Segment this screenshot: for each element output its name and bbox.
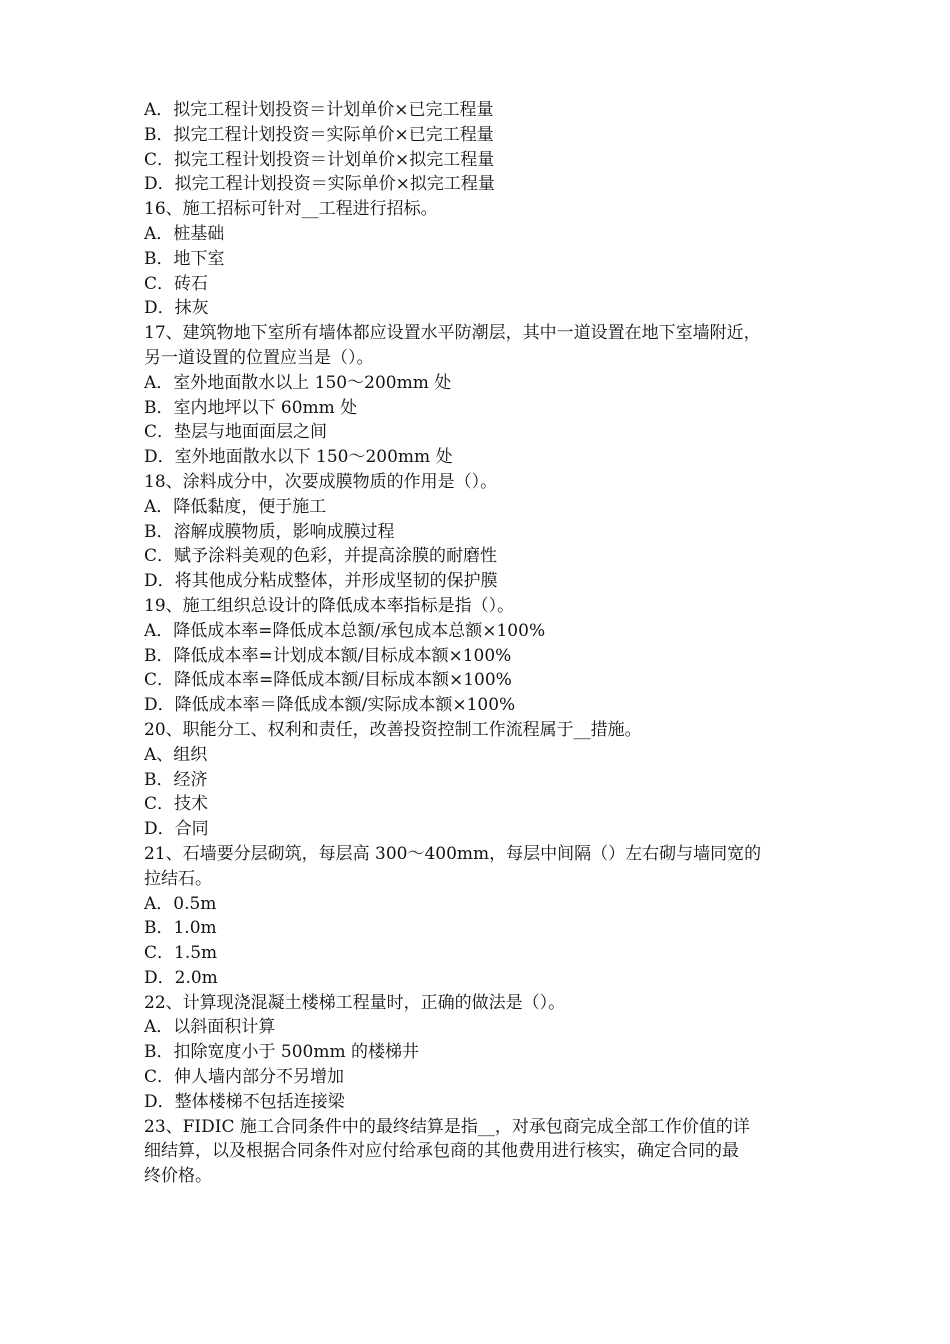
option-text: B．拟完工程计划投资＝实际单价×已完工程量 [144,124,494,145]
answer-option [144,222,812,247]
answer-option [144,396,812,421]
answer-option [144,892,812,917]
option-text: D．抹灰 [144,298,209,319]
question-stem [144,321,812,371]
option-text: C．技术 [144,794,209,815]
answer-option [144,644,812,669]
answer-option [144,817,812,842]
option-text: C．垫层与地面面层之间 [144,422,328,443]
answer-option [144,371,812,396]
answer-option [144,520,812,545]
answer-option [144,247,812,272]
question-line: 22、计算现浇混凝土楼梯工程量时，正确的做法是（）。 [144,992,566,1013]
answer-option [144,966,812,991]
answer-option [144,495,812,520]
option-text: C．1.5m [144,943,218,964]
answer-option [144,941,812,966]
option-text: B．降低成本率=计划成本额/目标成本额×100% [144,645,512,666]
question-line: 23、FIDIC 施工合同条件中的最终结算是指__，对承包商完成全部工作价值的详 [144,1116,750,1137]
answer-option [144,768,812,793]
answer-option [144,1065,812,1090]
option-text: D．整体楼梯不包括连接梁 [144,1091,345,1112]
answer-option [144,148,812,173]
option-text: A、组织 [144,744,208,765]
option-text: D．将其他成分粘成整体，并形成坚韧的保护膜 [144,571,498,592]
answer-option [144,569,812,594]
answer-option [144,693,812,718]
question-stem [144,1115,812,1189]
option-text: A．拟完工程计划投资＝计划单价×已完工程量 [144,100,494,120]
question-line: 21、石墙要分层砌筑，每层高 300～400mm，每层中间隔（）左右砌与墙同宽的 [144,843,762,864]
answer-option [144,916,812,941]
option-text: D．降低成本率＝降低成本额/实际成本额×100% [144,695,516,716]
answer-option [144,544,812,569]
question-stem [144,991,812,1016]
answer-option [144,172,812,197]
document-page [144,98,812,1189]
question-stem [144,594,812,619]
option-text: D．2.0m [144,967,218,988]
option-text: A．桩基础 [144,223,225,244]
option-text: C．拟完工程计划投资＝计划单价×拟完工程量 [144,149,495,170]
answer-option [144,420,812,445]
option-text: C．降低成本率=降低成本额/目标成本额×100% [144,670,512,691]
answer-option [144,743,812,768]
option-text: C．砖石 [144,273,209,294]
question-line: 20、职能分工、权利和责任，改善投资控制工作流程属于__措施。 [144,719,642,740]
option-text: C．赋予涂料美观的色彩，并提高涂膜的耐磨性 [144,546,498,567]
option-text: A．室外地面散水以上 150～200mm 处 [144,372,452,393]
option-text: B．溶解成膜物质，影响成膜过程 [144,521,395,542]
option-text: A．以斜面积计算 [144,1017,276,1038]
question-stem [144,842,812,892]
option-text: A．降低成本率=降低成本总额/承包成本总额×100% [144,620,546,641]
question-line: 终价格。 [144,1166,212,1187]
option-text: B．扣除宽度小于 500mm 的楼梯井 [144,1042,419,1063]
option-text: B．室内地坪以下 60mm 处 [144,397,358,418]
question-line: 另一道设置的位置应当是（）。 [144,347,374,368]
answer-option [144,123,812,148]
answer-option [144,272,812,297]
question-line: 17、建筑物地下室所有墙体都应设置水平防潮层，其中一道设置在地下室墙附近， [144,323,761,344]
answer-option [144,792,812,817]
option-text: A．降低黏度，便于施工 [144,496,327,517]
answer-option [144,98,812,123]
answer-option [144,619,812,644]
answer-option [144,1015,812,1040]
question-line: 拉结石。 [144,868,212,889]
answer-option [144,1090,812,1115]
option-text: C．伸人墙内部分不另增加 [144,1067,345,1088]
option-text: B．经济 [144,769,208,790]
option-text: D．拟完工程计划投资＝实际单价×拟完工程量 [144,174,495,195]
answer-option [144,445,812,470]
answer-option [144,1040,812,1065]
option-text: B．地下室 [144,248,225,269]
question-line: 16、施工招标可针对__工程进行招标。 [144,199,438,220]
question-stem [144,197,812,222]
answer-option [144,296,812,321]
option-text: A．0.5m [144,893,217,914]
question-line: 19、施工组织总设计的降低成本率指标是指（）。 [144,595,515,616]
question-stem [144,470,812,495]
option-text: D．合同 [144,819,209,840]
question-line: 细结算，以及根据合同条件对应付给承包商的其他费用进行核实，确定合同的最 [144,1141,739,1162]
answer-option [144,668,812,693]
question-stem [144,718,812,743]
option-text: D．室外地面散水以下 150～200mm 处 [144,447,453,468]
option-text: B．1.0m [144,918,217,939]
question-line: 18、涂料成分中，次要成膜物质的作用是（）。 [144,471,498,492]
